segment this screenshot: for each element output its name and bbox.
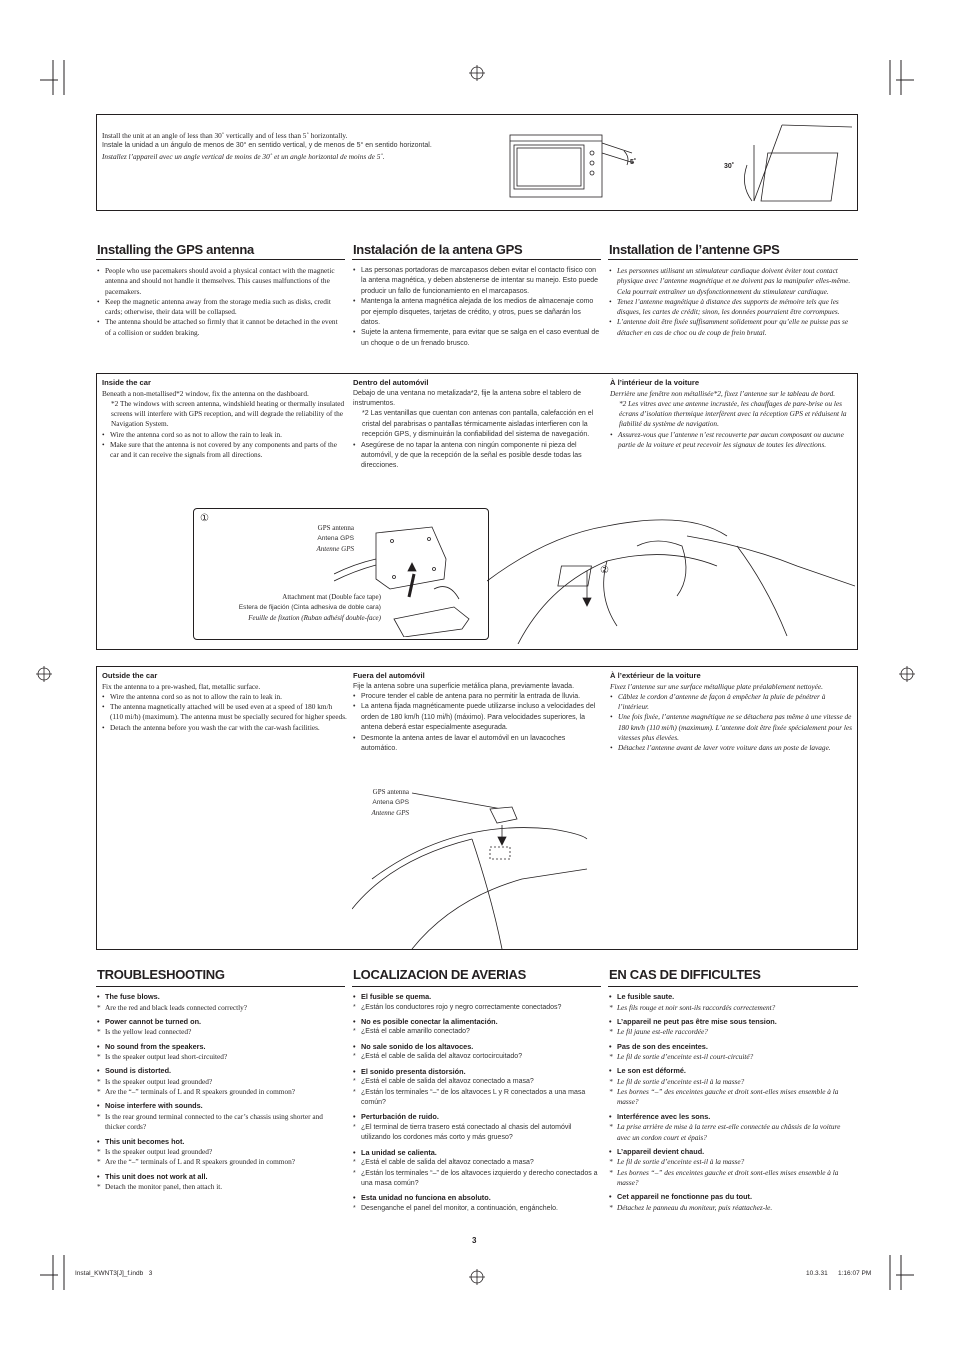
gps-warnings-es [353, 266, 601, 349]
inside-title-es: Dentro del automóvil [353, 378, 429, 387]
list-item: • Desmonte la antena antes de lavar el automóvil en un lavacoches automático. [353, 734, 600, 755]
bullet: • [609, 1111, 612, 1121]
list-item [609, 1147, 854, 1188]
list-item: • Assurez-vous que l’antenne n’est recouverte par aucun composant ou aucune partie de la voiture et peut recevoir les signaux de toutes les directions. [610, 430, 854, 451]
list-item: • Mantenga la antena magnética alejada de los medios de almacenaje como por ejemplo disquetes, tarjetas de crédito, y otros, pues se dañarán los datos. [353, 297, 601, 328]
problem-heading: • No sound from the speakers. [97, 1041, 206, 1051]
problem-check: * ¿Están los conductores rojo y negro correctamente conectados? [353, 1003, 598, 1013]
bullet: • [353, 1112, 356, 1122]
antenna-label-es: Antena GPS [372, 798, 409, 806]
heading-gps-en: Installing the GPS antenna [97, 242, 254, 257]
gps-warnings-fr [609, 266, 855, 338]
problem-check: * Is the speaker output lead short-circuited? [97, 1052, 342, 1062]
outside-es [353, 671, 600, 754]
heading-gps-fr: Installation de l’antenne GPS [609, 242, 780, 257]
inside-note-es: *2 Las ventanillas que cuentan con antenas con pantalla, calefacción en el cristal del parabrisas o pantallas térmicamente aisladas interfieren con la recepción GPS, y disminuirán la confiabilidad del sistema de navegación. [362, 410, 594, 439]
step-marker-1: ① [200, 513, 209, 524]
list-item [97, 992, 342, 1013]
problem-heading: • L’appareil ne peut pas être mise sous tension. [609, 1016, 777, 1026]
problem-check: * Is the yellow lead connected? [97, 1027, 342, 1037]
problem-check: * Are the red and black leads connected correctly? [97, 1003, 342, 1013]
mat-label-en: Attachment mat (Double face tape) [282, 593, 381, 601]
angle-label-5: 5˚ [630, 159, 637, 166]
outside-car-box [96, 666, 858, 950]
inside-intro-fr: Derrière une fenêtre non métallisée*2, fixez l’antenne sur le tableau de bord. [610, 388, 836, 398]
heading-rule [96, 259, 345, 260]
antenna-label-fr: Antenne GPS [316, 545, 354, 553]
problem-heading: • Interférence avec les sons. [609, 1111, 711, 1121]
list-item: • Sujete la antena firmemente, para evitar que se salga en el caso eventual de un choque o de un frenado brusco. [353, 328, 601, 349]
problem-heading: • Power cannot be turned on. [97, 1016, 202, 1026]
list-item [353, 1193, 598, 1214]
ts-list-es [353, 992, 598, 1218]
bullet: • [353, 1016, 356, 1026]
heading-rule [608, 986, 858, 987]
problem-check: * Desenganche el panel del monitor, a continuación, engánchelo. [353, 1204, 598, 1214]
problem-heading: • The fuse blows. [97, 992, 160, 1001]
list-item [97, 1066, 342, 1097]
angle-text-es: Instale la unidad a un ángulo de menos de 30° en sentido vertical, y de menos de 5° en sentido horizontal. [102, 142, 432, 150]
list-item: • Make sure that the antenna is not covered by any components and parts of the car and it can receive the signals from all directions. [102, 440, 347, 461]
bullet: • [353, 1066, 356, 1076]
heading-ts-fr: EN CAS DE DIFFICULTES [609, 967, 761, 982]
list-item [353, 1067, 598, 1109]
problem-heading: • Cet appareil ne fonctionne pas du tout. [609, 1192, 752, 1202]
problem-heading: • Esta unidad no funciona en absoluto. [353, 1193, 491, 1203]
problem-check: * ¿Está el cable de salida del altavoz cortocircuitado? [353, 1052, 598, 1062]
inside-note-en: *2 The windows with screen antenna, windshield heating or thermally insulated screens will interfere with GPS reception, and will degrade the reliability of the Navigation System. [111, 398, 345, 429]
bullet: • [97, 1016, 100, 1026]
angle-text [102, 131, 497, 162]
problem-check: * Le fil de sortie d’enceinte est-il à la masse? [609, 1077, 854, 1087]
bullet: • [353, 1041, 356, 1051]
bullet: • [609, 1146, 612, 1156]
bullet: • [97, 1041, 100, 1051]
problem-check: * ¿Está el cable amarillo conectado? [353, 1027, 598, 1037]
bullet: • [97, 1136, 100, 1146]
list-item [353, 1112, 598, 1143]
inside-note-fr: *2 Les vitres avec une antenne incrustée, les chauffages de pare-brise ou les écrans d’isolation thermique interfèrent avec la réception GPS et réduisent la fiabilité du système de navigation. [619, 398, 847, 429]
list-item [609, 1192, 854, 1213]
heading-ts-es: LOCALIZACION DE AVERIAS [353, 967, 526, 982]
list-item: • Asegúrese de no tapar la antena con ningún componente ni pieza del automóvil, y de que la recepción de la señal es posible desde todas las direcciones. [353, 441, 600, 472]
problem-heading: • Pas de son des enceintes. [609, 1041, 708, 1051]
list-item: • The antenna magnetically attached will be used even at a speed of 180 km/h (110 mi/h) (maximum). The antenna must be specially secured for higher speeds. [102, 702, 347, 723]
problem-check: * ¿Está el cable de salida del altavoz conectado a masa? [353, 1077, 598, 1087]
heading-rule [608, 259, 858, 260]
mat-label-es: Estera de fijación (Cinta adhesiva de doble cara) [238, 603, 381, 611]
inside-intro-es: Debajo de una ventana no metalizada*2, fije la antena sobre el tablero de instrumentos. [353, 389, 582, 407]
figure-antenna-detail [193, 508, 489, 640]
page-number: 3 [472, 1236, 477, 1245]
outside-title-es: Fuera del automóvil [353, 671, 425, 680]
list-item [97, 1042, 342, 1063]
problem-check: * Le fil de sortie d’enceinte est-il court-circuité? [609, 1052, 854, 1062]
list-item [609, 1066, 854, 1107]
inside-es [353, 378, 600, 472]
list-item [353, 1042, 598, 1063]
antenna-label-en: GPS antenna [317, 524, 354, 532]
problem-heading: • Sound is distorted. [97, 1066, 172, 1076]
inside-fr [610, 378, 854, 450]
heading-rule [352, 259, 601, 260]
problem-heading: • Le son est déformé. [609, 1066, 686, 1076]
bullet: • [609, 1041, 612, 1051]
list-item [97, 1172, 342, 1193]
step-marker-2: ② [600, 565, 609, 576]
outside-title-en: Outside the car [102, 671, 158, 680]
footer-time: 1:16:07 PM [838, 1270, 872, 1277]
problem-heading: • Noise interfere with sounds. [97, 1101, 203, 1111]
footer-file: Instal_KWNT3[J]_f.indb 3 [75, 1270, 153, 1277]
problem-check: * Is the speaker output lead grounded? [97, 1077, 342, 1087]
problem-check: * ¿Está el cable de salida del altavoz conectado a masa? [353, 1158, 598, 1168]
car-interior-drawing [487, 506, 855, 644]
problem-check: * Le fil jaune est-elle raccordée? [609, 1027, 854, 1037]
angle-illustration [502, 123, 852, 208]
problem-heading: • No sale sonido de los altavoces. [353, 1041, 474, 1051]
list-item: • Keep the magnetic antenna away from the storage media such as disks, credit cards; otherwise, their data will be collapsed. [97, 297, 345, 318]
problem-check: * Are the “–” terminals of L and R speakers grounded in common? [97, 1087, 342, 1097]
list-item: • Wire the antenna cord so as not to allow the rain to leak in. [102, 692, 347, 702]
problem-heading: • L’appareil devient chaud. [609, 1146, 705, 1156]
problem-heading: • This unit becomes hot. [97, 1136, 185, 1146]
list-item [609, 1112, 854, 1143]
bullet: • [97, 1066, 100, 1076]
bullet: • [609, 1066, 612, 1076]
problem-check: * ¿El terminal de tierra trasero está conectado al chasis del automóvil utilizando los cordones más corto y más grueso? [353, 1123, 598, 1144]
angle-label-30: 30˚ [724, 163, 735, 170]
install-angle-box [96, 114, 858, 211]
footer-date: 10.3.31 [806, 1270, 828, 1277]
problem-heading: • No es posible conectar la alimentación. [353, 1016, 498, 1026]
list-item: • Détachez l’antenne avant de laver votre voiture dans un poste de lavage. [610, 743, 854, 753]
bullet: • [609, 1016, 612, 1026]
heading-ts-en: TROUBLESHOOTING [97, 967, 225, 982]
list-item [353, 992, 598, 1013]
bullet: • [97, 992, 100, 1001]
list-item: • L’antenne doit être fixée suffisamment solidement pour qu’elle ne puisse pas se détacher en cas de choc ou de coup de frein brutal. [609, 317, 855, 338]
problem-heading: • La unidad se calienta. [353, 1147, 437, 1157]
list-item [353, 1148, 598, 1190]
bullet: • [353, 1193, 356, 1203]
car-exterior-drawing [352, 779, 592, 949]
list-item: • Une fois fixée, l’antenne magnétique ne se détachera pas même à une vitesse de 180 km/h (110 mi/h) (maximum). L’antenne doit être fixée spécialement pour les vitesses plus élevées. [610, 712, 854, 743]
list-item: • The antenna should be attached so firmly that it cannot be detached in the event of a collision or sudden braking. [97, 317, 345, 338]
problem-check: * Les bornes “–” des enceintes gauche et droit sont-elles mises ensemble à la masse? [609, 1168, 854, 1189]
outside-intro-fr: Fixez l’antenne sur une surface métallique plate préalablement nettoyée. [610, 681, 823, 691]
heading-rule [96, 986, 345, 987]
problem-check: * Is the speaker output lead grounded? [97, 1147, 342, 1157]
inside-intro-en: Beneath a non-metallised*2 window, fix the antenna on the dashboard. [102, 388, 309, 398]
bullet: • [609, 992, 612, 1001]
outside-intro-en: Fix the antenna to a pre-washed, flat, metallic surface. [102, 681, 261, 691]
inside-title-en: Inside the car [102, 378, 151, 387]
problem-heading: • El fusible se quema. [353, 992, 432, 1001]
problem-check: * ¿Están los terminales “–” de los altavoces izquierdo y derecho conectados a una masa común? [353, 1169, 598, 1190]
list-item: • Wire the antenna cord so as not to allow the rain to leak in. [102, 430, 347, 440]
outside-intro-es: Fije la antena sobre una superficie metálica plana, previamente lavada. [353, 682, 575, 690]
antenna-mat-drawing [334, 519, 484, 637]
outside-en [102, 671, 347, 733]
list-item [609, 1042, 854, 1063]
bullet: • [353, 1147, 356, 1157]
gps-warnings-en [97, 266, 345, 338]
outside-title-fr: À l’extérieur de la voiture [610, 671, 701, 680]
list-item [609, 1017, 854, 1038]
list-item [97, 1137, 342, 1168]
problem-check: * Les bornes “–” des enceintes gauche et droit sont-elles mises ensemble à la masse? [609, 1087, 854, 1108]
list-item: • Tenez l’antenne magnétique à distance des supports de mémoire tels que les disques, les cartes de crédit; sinon, les données pourraient être corrompues. [609, 297, 855, 318]
inside-en [102, 378, 347, 461]
list-item: • Las personas portadoras de marcapasos deben evitar el contacto físico con la antena magnética, y deben abstenerse de intentar su manejo. Esto puede producir un fallo de funcionamiento en el marcapasos. [353, 266, 601, 297]
heading-gps-es: Instalación de la antena GPS [353, 242, 523, 257]
problem-check: * Les fils rouge et noir sont-ils raccordés correctement? [609, 1003, 854, 1013]
mat-label-fr: Feuille de fixation (Ruban adhésif double-face) [248, 614, 381, 622]
list-item: • Les personnes utilisant un stimulateur cardiaque doivent éviter tout contact physique avec l’antenne magnétique et ne doivent pas la manipuler elles-même. Cela pourrait entraîner un dysfonctionnement du stimulateur cardiaque. [609, 266, 855, 297]
antenna-label-fr: Antenne GPS [371, 809, 409, 817]
problem-check: * Détachez le panneau du moniteur, puis réattachez-le. [609, 1203, 854, 1213]
problem-heading: • Perturbación de ruido. [353, 1112, 439, 1122]
outside-fr [610, 671, 854, 754]
list-item [97, 1017, 342, 1038]
bullet: • [97, 1171, 100, 1181]
bullet: • [353, 992, 356, 1001]
inside-title-fr: À l’intérieur de la voiture [610, 378, 700, 387]
problem-heading: • El sonido presenta distorsión. [353, 1066, 466, 1076]
antenna-label-es: Antena GPS [317, 534, 354, 542]
list-item: • Detach the antenna before you wash the car with the car-wash facilities. [102, 723, 347, 733]
angle-text-fr: Installez l’appareil avec un angle vertical de moins de 30˚ et un angle horizontal de moins de 5˚. [102, 151, 385, 161]
heading-rule [352, 986, 601, 987]
problem-heading: • This unit does not work at all. [97, 1171, 208, 1181]
ts-list-en [97, 992, 342, 1196]
list-item: • Procure tender el cable de antena para no permitir la entrada de lluvia. [353, 692, 600, 702]
list-item [97, 1101, 342, 1132]
list-item: • People who use pacemakers should avoid a physical contact with the magnetic antenna and should not handle it themselves. This causes malfunctions of the pacemakers. [97, 266, 345, 297]
problem-check: * ¿Están los terminales “–” de los altavoces L y R conectados a una masa común? [353, 1088, 598, 1109]
problem-check: * Is the rear ground terminal connected to the car’s chassis using shorter and thicker cords? [97, 1112, 342, 1133]
list-item [609, 992, 854, 1013]
bullet: • [97, 1101, 100, 1111]
list-item: • La antena fijada magnéticamente puede utilizarse incluso a velocidades del orden de 180 km/h (110 mi/h) (máximo). Para velocidades superiores, la antena deberá estar especialmente asegurada. [353, 702, 600, 733]
problem-check: * Le fil de sortie d’enceinte est-il à la masse? [609, 1157, 854, 1167]
list-item: • Câblez le cordon d’antenne de façon à empêcher la pluie de pénétrer à l’intérieur. [610, 692, 854, 713]
problem-check: * Are the “–” terminals of L and R speakers grounded in common? [97, 1157, 342, 1167]
problem-check: * La prise arrière de mise à la terre est-elle connectée au châssis de la voiture avec un cordon court et épais? [609, 1122, 854, 1143]
antenna-label-en: GPS antenna [372, 788, 409, 796]
problem-check: * Detach the monitor panel, then attach it. [97, 1182, 342, 1192]
angle-text-en: Install the unit at an angle of less than 30˚ vertically and of less than 5˚ horizontally. [102, 131, 348, 140]
list-item [353, 1017, 598, 1038]
bullet: • [609, 1192, 612, 1202]
problem-heading: • Le fusible saute. [609, 992, 675, 1001]
ts-list-fr [609, 992, 854, 1217]
